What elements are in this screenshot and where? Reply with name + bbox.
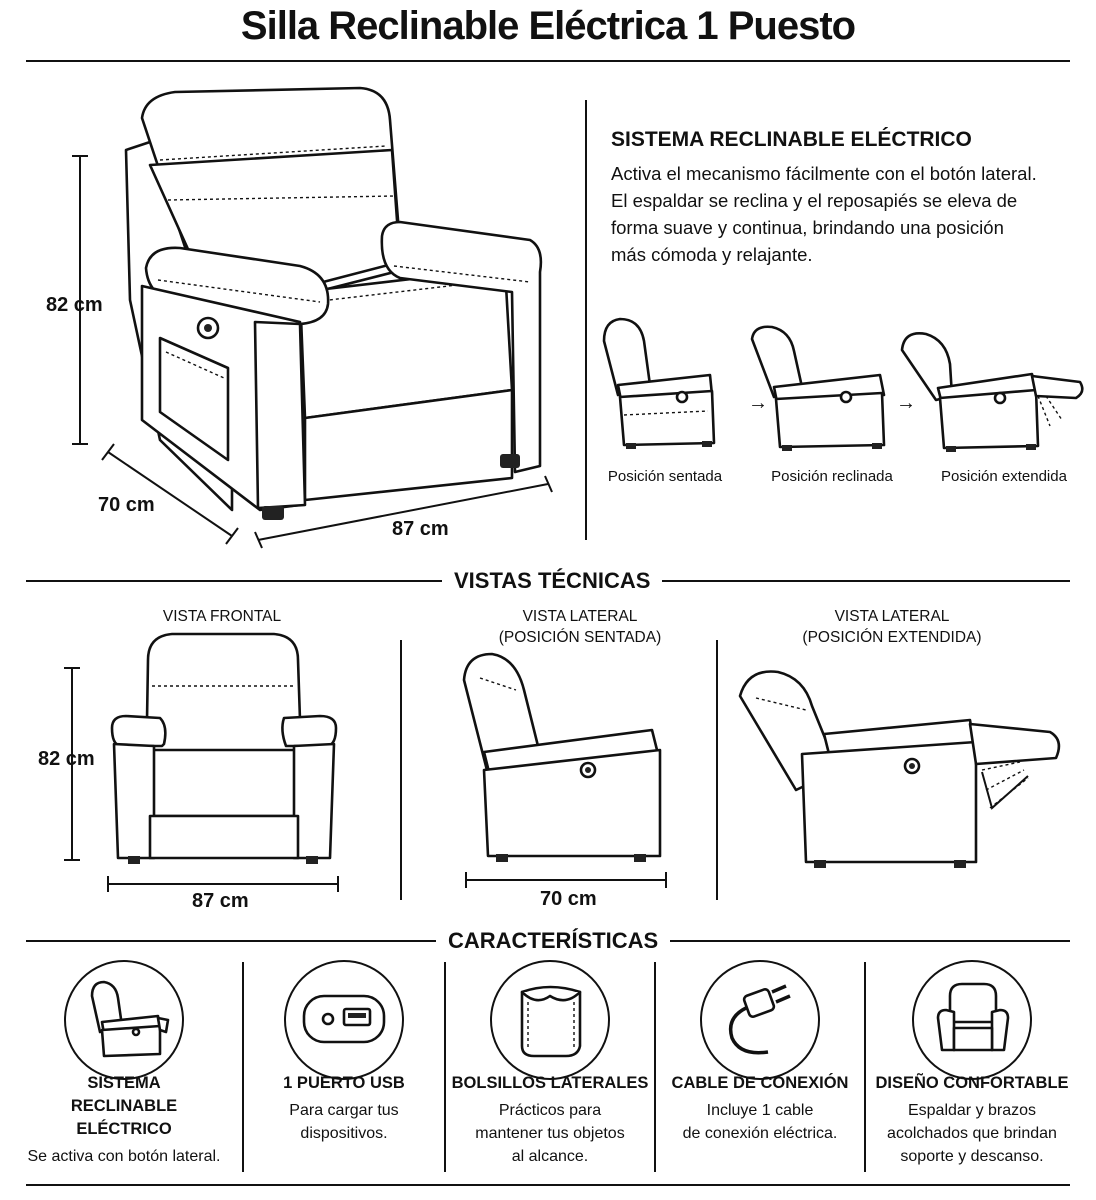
feature-recliner-title-1: SISTEMA — [87, 1074, 161, 1092]
position-extended-label: Posición extendida — [941, 468, 1067, 485]
feature-cable-title: CABLE DE CONEXIÓN — [671, 1074, 849, 1092]
feature-usb-desc-1: Para cargar tus — [289, 1102, 399, 1119]
arrow-2: → — [896, 392, 916, 414]
feature-recliner-title-2: RECLINABLE ELÉCTRICO — [70, 1097, 178, 1138]
feature-comfort-desc-3: soporte y descanso. — [900, 1148, 1044, 1165]
page-title: Silla Reclinable Eléctrica 1 Puesto — [240, 4, 856, 48]
position-sitting-label: Posición sentada — [607, 468, 723, 485]
feature-comfort-desc — [872, 1099, 1072, 1168]
side-sitting-drawing — [400, 620, 720, 920]
arrow-1: → — [748, 392, 768, 414]
recliner-icon — [64, 960, 184, 1080]
feature-usb — [244, 1072, 444, 1145]
features-separator-3 — [654, 962, 656, 1172]
main-height-label: 82 cm — [46, 294, 103, 316]
front-height-label: 82 cm — [38, 748, 95, 770]
feature-cable-desc — [660, 1099, 860, 1145]
feature-cable-desc-1: Incluye 1 cable — [706, 1102, 814, 1119]
side-extended-drawing — [720, 620, 1090, 920]
feature-cable — [660, 1072, 860, 1145]
position-sitting-drawing — [600, 315, 730, 450]
feature-usb-desc — [244, 1099, 444, 1145]
feature-recliner-desc: Se activa con botón lateral. — [27, 1148, 221, 1165]
feature-usb-title: 1 PUERTO USB — [283, 1074, 405, 1092]
system-line-1: Activa el mecanismo fácilmente con el botón lateral. — [611, 163, 1037, 184]
system-line-4: más cómoda y relajante. — [611, 244, 813, 265]
feature-pockets-title: BOLSILLOS LATERALES — [451, 1074, 649, 1092]
side-pocket-icon — [490, 960, 610, 1080]
side-sitting-title-1: VISTA LATERAL — [522, 608, 638, 625]
feature-pockets — [450, 1072, 650, 1168]
power-plug-icon — [700, 960, 820, 1080]
position-reclined-label: Posición reclinada — [771, 468, 893, 485]
tech-separator-2 — [716, 640, 718, 900]
feature-pockets-desc — [450, 1099, 650, 1168]
feature-comfort-title: DISEÑO CONFORTABLE — [875, 1074, 1069, 1092]
features-heading: CARACTERÍSTICAS — [436, 928, 670, 954]
side-depth-label: 70 cm — [540, 888, 597, 910]
system-description — [611, 160, 1081, 268]
feature-recliner — [24, 1072, 224, 1168]
bottom-border — [26, 1184, 1070, 1186]
vertical-divider — [585, 100, 587, 540]
main-depth-label: 70 cm — [98, 494, 155, 516]
features-separator-2 — [444, 962, 446, 1172]
feature-pockets-desc-1: Prácticos para — [498, 1102, 602, 1119]
feature-comfort-desc-1: Espaldar y brazos — [907, 1102, 1037, 1119]
features-separator-4 — [864, 962, 866, 1172]
system-line-3: forma suave y continua, brindando una posición — [611, 217, 1004, 238]
feature-comfort — [872, 1072, 1072, 1168]
front-view-title: VISTA FRONTAL — [162, 608, 282, 625]
main-chair-drawing — [0, 0, 580, 560]
position-reclined-drawing — [750, 325, 890, 450]
tech-heading: VISTAS TÉCNICAS — [442, 568, 662, 594]
usb-port-icon — [284, 960, 404, 1080]
side-extended-title-2: (POSICIÓN EXTENDIDA) — [802, 629, 982, 646]
position-extended-drawing — [900, 330, 1090, 450]
armchair-icon — [912, 960, 1032, 1080]
feature-pockets-desc-2: mantener tus objetos — [475, 1125, 625, 1142]
feature-usb-desc-2: dispositivos. — [300, 1125, 388, 1142]
feature-cable-desc-2: de conexión eléctrica. — [682, 1125, 838, 1142]
system-heading: SISTEMA RECLINABLE ELÉCTRICO — [611, 128, 972, 151]
front-width-label: 87 cm — [192, 890, 249, 912]
main-width-label: 87 cm — [392, 518, 449, 540]
side-extended-title-1: VISTA LATERAL — [834, 608, 950, 625]
feature-comfort-desc-2: acolchados que brindan — [887, 1125, 1057, 1142]
feature-pockets-desc-3: al alcance. — [511, 1148, 589, 1165]
side-sitting-title-2: (POSICIÓN SENTADA) — [498, 629, 662, 646]
system-line-2: El espaldar se reclina y el reposapiés se eleva de — [611, 190, 1018, 211]
